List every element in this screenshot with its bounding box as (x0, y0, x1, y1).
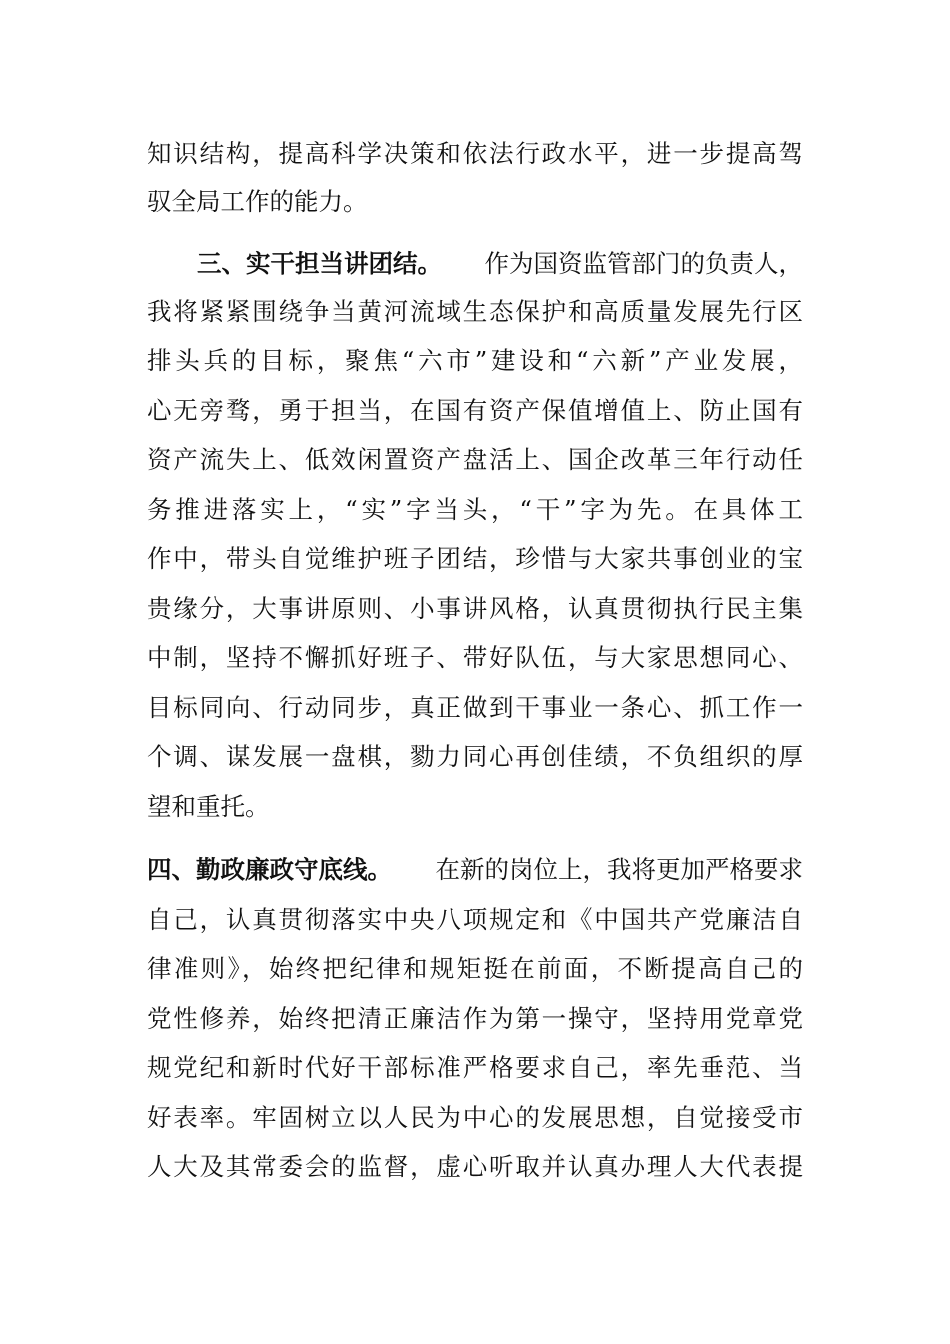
section-3-line: 我将紧紧围绕争当黄河流域生态保护和高质量发展先行区 (147, 297, 803, 326)
section-3-line: 望和重托。 (147, 792, 270, 821)
section-4-line: 规党纪和新时代好干部标准严格要求自己，率先垂范、当 (147, 1053, 803, 1082)
section-3-line: 目标同向、行动同步，真正做到干事业一条心、抓工作一 (147, 693, 803, 722)
section-4-line: 好表率。牢固树立以人民为中心的发展思想，自觉接受市 (147, 1103, 803, 1132)
section-3-heading: 三、实干担当讲团结。 (197, 249, 442, 278)
section-3-first-line-text: 作为国资监管部门的负责人， (484, 249, 803, 278)
section-4-line: 自己，认真贯彻落实中央八项规定和《中国共产党廉洁自 (147, 905, 803, 934)
section-4-first-line (147, 850, 803, 890)
section-3-line: 中制，坚持不懈抓好班子、带好队伍，与大家思想同心、 (147, 643, 803, 672)
section-3-first-line (197, 244, 803, 284)
section-3-line: 务推进落实上，“实”字当头，“干”字为先。在具体工 (147, 495, 803, 524)
section-3-line: 心无旁骛，勇于担当，在国有资产保值增值上、防止国有 (147, 396, 803, 425)
section-3-line: 资产流失上、低效闲置资产盘活上、国企改革三年行动任 (147, 445, 803, 474)
section-4-first-line-text: 在新的岗位上，我将更加严格要求 (435, 855, 803, 884)
section-3-line: 贵缘分，大事讲原则、小事讲风格，认真贯彻执行民主集 (147, 594, 803, 623)
section-4-line: 人大及其常委会的监督，虚心听取并认真办理人大代表提 (147, 1152, 803, 1181)
section-4-heading: 四、勤政廉政守底线。 (147, 855, 392, 884)
paragraph-1-line-1: 知识结构，提高科学决策和依法行政水平，进一步提高驾 (147, 139, 803, 168)
section-3-line: 作中，带头自觉维护班子团结，珍惜与大家共事创业的宝 (147, 544, 803, 573)
section-3-line: 排头兵的目标，聚焦“六市”建设和“六新”产业发展， (147, 346, 803, 375)
section-4-line: 党性修养，始终把清正廉洁作为第一操守，坚持用党章党 (147, 1004, 803, 1033)
section-3-line: 个调、谋发展一盘棋，勠力同心再创佳绩，不负组织的厚 (147, 742, 803, 771)
section-4-line: 律准则》，始终把纪律和规矩挺在前面，不断提高自己的 (147, 954, 803, 983)
paragraph-1-line-2: 驭全局工作的能力。 (147, 187, 368, 216)
